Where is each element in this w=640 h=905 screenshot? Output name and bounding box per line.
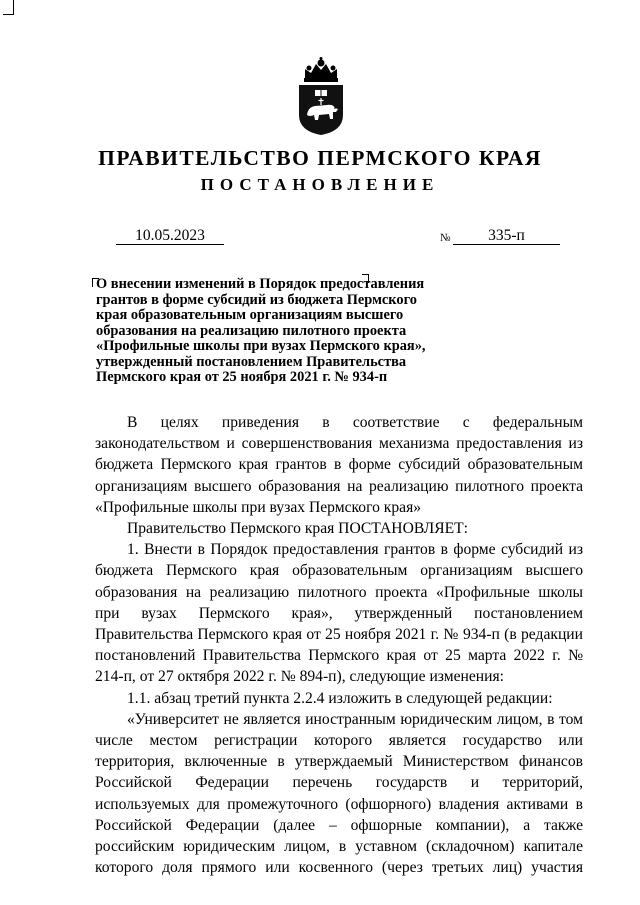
subject-line: образования на реализацию пилотного проекта (96, 322, 407, 339)
number-sign: № (440, 232, 451, 244)
subject-line: Пермского края от 25 ноября 2021 г. № 934-п (96, 369, 388, 385)
document-date: 10.05.2023 (116, 227, 224, 245)
subject-line: края образовательным организациям высшего (96, 307, 404, 323)
quoted-paragraph: «Университет не является иностранным юридическим лицом, в том числе местом регистрации которого является государство или территория, включенные в утверждаемый Министерством финансов Российской Федерации перечень государств и территорий, используемых для промежуточного (офшорного) владения активами в Российской Федерации (далее – офшорные компании), а также российским юридическим лицом, в уставном (складочном) капитале которого доля прямого или косвенного (через третьих лиц) участия (95, 710, 583, 877)
item-1-paragraph: 1. Внести в Порядок предоставления грантов в форме субсидий из бюджета Пермского края образовательным организациям высшего образования на реализацию пилотного проекта «Профильные школы при вузах Пермского края», утвержденный постановлением Правительства Пермского края от 25 ноября 2021 г. № 934-п (в редакции постановлений Правительства Пермского края от 25 марта 2022 г. № 214-п, от 27 октября 2022 г. № 894-п), следующие изменения: (95, 541, 583, 686)
government-title: ПРАВИТЕЛЬСТВО ПЕРМСКОГО КРАЯ (98, 146, 542, 170)
item-1-1-paragraph: 1.1. абзац третий пункта 2.2.4 изложить в следующей редакции: (127, 689, 553, 707)
perm-krai-coat-of-arms-icon (297, 57, 345, 135)
subject-line: утвержденный постановлением Правительства (96, 353, 407, 370)
preamble-paragraph: В целях приведения в соответствие с федеральным законодательством и совершенствования механизма предоставления из бюджета Пермского края грантов в форме субсидий образовательным организациям высшего образования на реализацию пилотного проекта «Профильные школы при вузах Пермского края» (95, 414, 583, 516)
document-number: 335-п (453, 227, 560, 245)
subject-line: грантов в форме субсидий из бюджета Пермского (96, 291, 417, 308)
resolution-paragraph: Правительство Пермского края ПОСТАНОВЛЯЕТ: (127, 520, 468, 538)
subject-line: О внесении изменений в Порядок предоставления (96, 276, 425, 292)
document-body (95, 412, 583, 878)
document-subject (96, 277, 466, 386)
document-type: ПОСТАНОВЛЕНИЕ (200, 175, 440, 194)
scan-corner-mark (3, 0, 14, 15)
subject-line: «Профильные школы при вузах Пермского края», (96, 338, 426, 354)
